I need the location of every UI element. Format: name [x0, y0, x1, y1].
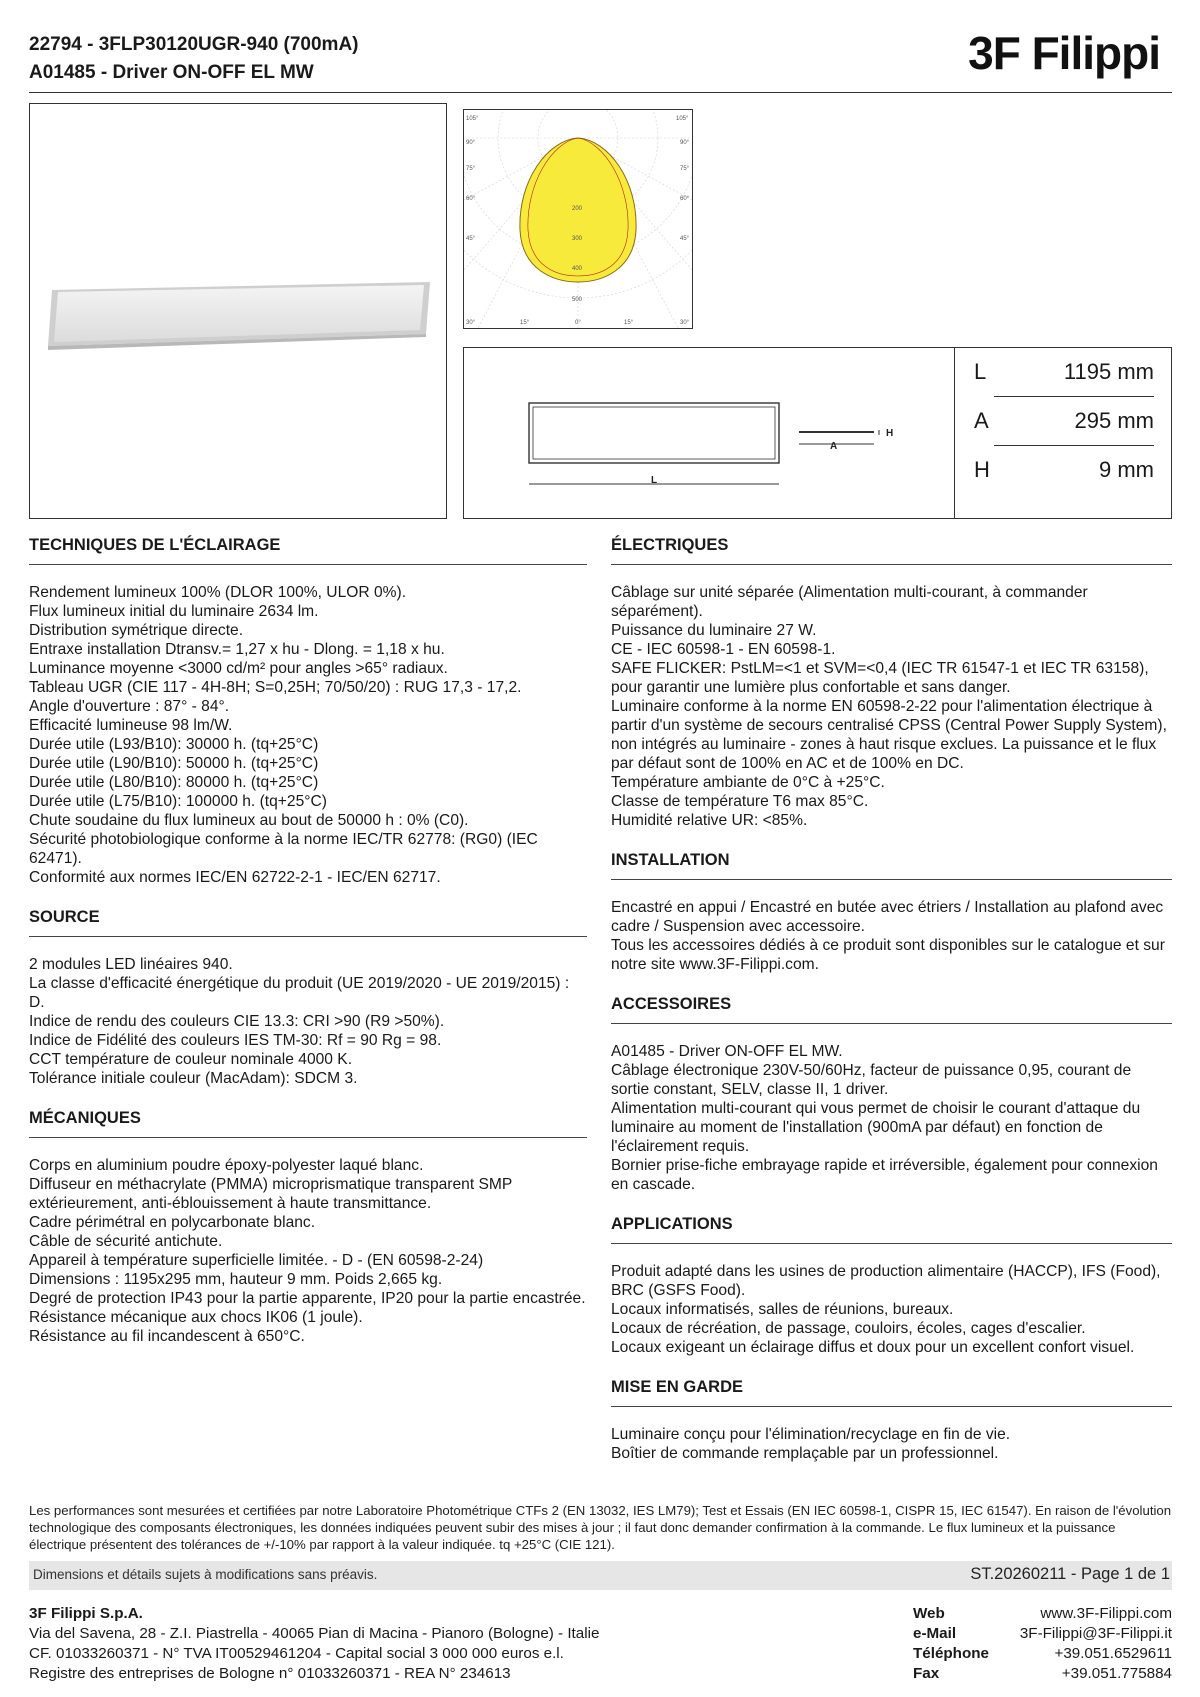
contact-row-web: [913, 1604, 1172, 1624]
spec-line: Durée utile (L75/B10): 100000 h. (tq+25°C): [29, 793, 327, 810]
spec-line: Résistance mécanique aux chocs IK06 (1 joule).: [29, 1309, 363, 1326]
spec-line: La classe d'efficacité énergétique du produit (UE 2019/2020 - UE 2019/2015) : D.: [29, 975, 570, 1011]
dim-label-h: H: [886, 428, 894, 439]
company-name: 3F Filippi S.p.A.: [29, 1605, 143, 1622]
angle-label-right: 45°: [680, 236, 690, 242]
section-rule: [611, 1023, 1172, 1024]
angle-label-right: 75°: [680, 166, 690, 172]
spec-line: Câble de sécurité antichute.: [29, 1233, 223, 1250]
spec-line: Distribution symétrique directe.: [29, 622, 244, 639]
spec-line: Tableau UGR (CIE 117 - 4H-8H; S=0,25H; 70/50/20) : RUG 17,3 - 17,2.: [29, 679, 522, 696]
spec-line: SAFE FLICKER: PstLM=<1 et SVM=<0,4 (IEC TR 61547-1 et IEC TR 63158), pour garantir une lumière plus confortable et sans danger.: [611, 660, 1149, 696]
spec-line: Bornier prise-fiche embrayage rapide et irréversible, également pour connexion en cascade.: [611, 1157, 1158, 1193]
footer-bar: [29, 1561, 1172, 1590]
dimension-row: [974, 348, 1154, 396]
polar-curve-svg: [464, 110, 692, 328]
spec-line: Produit adapté dans les usines de production alimentaire (HACCP), IFS (Food), BRC (GSFS Food).: [611, 1263, 1161, 1299]
angle-label-left: 30°: [466, 320, 476, 326]
spec-line: Résistance au fil incandescent à 650°C.: [29, 1328, 305, 1345]
section-rule: [611, 564, 1172, 565]
footer-performance-note: Les performances sont mesurées et certifiées par notre Laboratoire Photométrique CTFs 2 (EN 13032, IES LM79); Test et Essais (EN IEC 60598-1, CISPR 15, IEC 61547). En raison de l'évolution technologique des composants électroniques, les données indiquées peuvent subir des mises à jour ; il faut donc demander confirmation à la commande. Le flux lumineux et la puissance électrique présentent des tolérances de +/-10% par rapport à la valeur indiquée. tq +25°C (CIE 121).: [29, 1503, 1172, 1552]
section-mechanical: [29, 1108, 587, 1346]
spec-line: Entraxe installation Dtransv.= 1,27 x hu - Dlong. = 1,18 x hu.: [29, 641, 445, 658]
angle-label-left: 15°: [520, 320, 530, 326]
company-address-line: Via del Savena, 28 - Z.I. Piastrella - 40065 Pian di Macina - Pianoro (Bologne) - Italie: [29, 1625, 600, 1642]
section-applications: [611, 1214, 1172, 1357]
company-info: [29, 1604, 729, 1684]
angle-label-left: 45°: [466, 236, 476, 242]
section-title: SOURCE: [29, 908, 100, 926]
spec-line: Conformité aux normes IEC/EN 62722-2-1 - IEC/EN 62717.: [29, 869, 441, 886]
spec-line: Durée utile (L93/B10): 30000 h. (tq+25°C): [29, 736, 319, 753]
section-rule: [611, 1406, 1172, 1407]
section-accessories: [611, 994, 1172, 1194]
spec-line: Humidité relative UR: <85%.: [611, 812, 808, 829]
spec-line: A01485 - Driver ON-OFF EL MW.: [611, 1043, 843, 1060]
contact-row-email: [913, 1624, 1172, 1644]
section-body: [29, 1156, 587, 1346]
radial-label: 300: [572, 236, 583, 242]
left-column: [29, 535, 587, 1366]
contact-row-phone: [913, 1644, 1172, 1664]
spec-line: Indice de Fidélité des couleurs IES TM-30: Rf = 90 Rg = 98.: [29, 1032, 442, 1049]
dimension-table: [974, 348, 1154, 494]
section-warning: [611, 1377, 1172, 1463]
spec-line: Locaux de récréation, de passage, couloirs, écoles, cages d'escalier.: [611, 1320, 1086, 1337]
section-title: APPLICATIONS: [611, 1215, 733, 1233]
spec-line: Flux lumineux initial du luminaire 2634 lm.: [29, 603, 319, 620]
dimension-panel-divider: [954, 348, 955, 518]
spec-line: Luminaire conforme à la norme EN 60598-2-22 pour l'alimentation électrique à partir d'un système de secours centralisé CPSS (Central Power Supply System), non intégrés au luminaire - zones à haut risque exclues. La puissance et le flux par défaut sont de 100% en AC et de 100% en DC.: [611, 698, 1167, 772]
spec-line: Boîtier de commande remplaçable par un professionnel.: [611, 1445, 999, 1462]
section-body: [611, 898, 1172, 974]
section-title: MÉCANIQUES: [29, 1109, 141, 1127]
spec-line: Appareil à température superficielle limitée. - D - (EN 60598-2-24): [29, 1252, 484, 1269]
header-divider: [29, 92, 1172, 93]
section-source: [29, 907, 587, 1088]
section-rule: [611, 879, 1172, 880]
spec-line: Température ambiante de 0°C à +25°C.: [611, 774, 885, 791]
dimension-panel: [463, 347, 1172, 519]
spec-line: Rendement lumineux 100% (DLOR 100%, ULOR 0%).: [29, 584, 407, 601]
dimension-key: A: [974, 408, 989, 433]
spec-line: Sécurité photobiologique conforme à la norme IEC/TR 62778: (RG0) (IEC 62471).: [29, 831, 538, 867]
section-body: [29, 955, 587, 1088]
angle-label-right: 30°: [680, 320, 690, 326]
angle-label-left: 75°: [466, 166, 476, 172]
angle-label-right: 105°: [676, 116, 689, 122]
section-title: TECHNIQUES DE L'ÉCLAIRAGE: [29, 536, 281, 554]
spec-line: Chute soudaine du flux lumineux au bout de 50000 h : 0% (C0).: [29, 812, 469, 829]
section-body: [29, 583, 587, 887]
web-link[interactable]: www.3F-Filippi.com: [1040, 1605, 1172, 1622]
fax-value: +39.051.775884: [1061, 1665, 1172, 1682]
dim-label-a: A: [830, 441, 838, 452]
spec-line: Angle d'ouverture : 87° - 84°.: [29, 698, 230, 715]
contact-label: e-Mail: [913, 1625, 957, 1642]
spec-line: Câblage électronique 230V-50/60Hz, facteur de puissance 0,95, courant de sortie constant, SELV, classe II, 1 driver.: [611, 1062, 1132, 1098]
spec-line: Corps en aluminium poudre époxy-polyester laqué blanc.: [29, 1157, 424, 1174]
right-column: [611, 535, 1172, 1483]
spec-line: Cadre périmétral en polycarbonate blanc.: [29, 1214, 316, 1231]
dimension-value: 1195 mm: [1063, 359, 1154, 384]
spec-line: Puissance du luminaire 27 W.: [611, 622, 817, 639]
spec-line: Indice de rendu des couleurs CIE 13.3: CRI >90 (R9 >50%).: [29, 1013, 445, 1030]
spec-line: Luminance moyenne <3000 cd/m² pour angles >65° radiaux.: [29, 660, 448, 677]
contact-row-fax: [913, 1664, 1172, 1684]
radial-label: 400: [572, 266, 583, 272]
section-body: [611, 1425, 1172, 1463]
spec-line: Efficacité lumineuse 98 lm/W.: [29, 717, 233, 734]
radial-label: 500: [572, 297, 583, 303]
phone-value: +39.051.6529611: [1054, 1645, 1172, 1662]
photometric-polar-diagram: [463, 109, 693, 329]
contact-label: Fax: [913, 1665, 940, 1682]
section-title: INSTALLATION: [611, 851, 730, 869]
dimension-value: 9 mm: [1099, 457, 1154, 482]
email-link[interactable]: 3F-Filippi@3F-Filippi.it: [1019, 1625, 1172, 1642]
angle-label-bottom: 0°: [575, 320, 581, 326]
dimension-key: L: [974, 359, 987, 384]
section-electrical: [611, 535, 1172, 830]
angle-label-left: 105°: [466, 116, 479, 122]
section-title: MISE EN GARDE: [611, 1378, 744, 1396]
contact-info: [913, 1604, 1172, 1684]
company-address-line: CF. 01033260371 - N° TVA IT00529461204 - Capital social 3 000 000 euros e.l.: [29, 1645, 564, 1662]
section-lighting: [29, 535, 587, 887]
radial-label: 200: [572, 206, 583, 212]
spec-line: Tous les accessoires dédiés à ce produit sont disponibles sur le catalogue et sur notre site www.3F-Filippi.com.: [611, 937, 1165, 973]
angle-label-left: 90°: [466, 140, 476, 146]
spec-line: Luminaire conçu pour l'élimination/recyclage en fin de vie.: [611, 1426, 1011, 1443]
section-rule: [29, 564, 587, 565]
spec-line: 2 modules LED linéaires 940.: [29, 956, 233, 973]
dimension-value: 295 mm: [1074, 408, 1154, 433]
brand-logo: 3F Filippi: [968, 27, 1160, 79]
section-installation: [611, 850, 1172, 974]
spec-line: Diffuseur en méthacrylate (PMMA) microprismatique transparent SMP extérieurement, anti-éblouissement à haute transmittance.: [29, 1176, 513, 1212]
spec-line: Classe de température T6 max 85°C.: [611, 793, 869, 810]
contact-label: Web: [913, 1605, 945, 1622]
section-body: [611, 583, 1172, 830]
dimension-row: [974, 446, 1154, 494]
product-code-title: 22794 - 3FLP30120UGR-940 (700mA): [29, 34, 359, 55]
spec-line: Durée utile (L90/B10): 50000 h. (tq+25°C): [29, 755, 319, 772]
spec-line: Dimensions : 1195x295 mm, hauteur 9 mm. Poids 2,665 kg.: [29, 1271, 443, 1288]
dimension-row: [974, 397, 1154, 445]
spec-line: Câblage sur unité séparée (Alimentation multi-courant, à commander séparément).: [611, 584, 1088, 620]
driver-title: A01485 - Driver ON-OFF EL MW: [29, 62, 314, 83]
spec-line: Degré de protection IP43 pour la partie apparente, IP20 pour la partie encastrée.: [29, 1290, 586, 1307]
section-rule: [29, 1137, 587, 1138]
section-title: ACCESSOIRES: [611, 995, 732, 1013]
spec-line: Locaux informatisés, salles de réunions, bureaux.: [611, 1301, 954, 1318]
spec-line: Tolérance initiale couleur (MacAdam): SDCM 3.: [29, 1070, 358, 1087]
spec-line: Encastré en appui / Encastré en butée avec étriers / Installation au plafond avec cadre / Suspension avec accessoire.: [611, 899, 1164, 935]
angle-label-right: 90°: [680, 140, 690, 146]
section-rule: [29, 936, 587, 937]
section-body: [611, 1262, 1172, 1357]
company-address-line: Registre des entreprises de Bologne n° 01033260371 - REA N° 234613: [29, 1665, 511, 1682]
spec-line: Locaux exigeant un éclairage diffus et doux pour un excellent confort visuel.: [611, 1339, 1135, 1356]
section-body: [611, 1042, 1172, 1194]
spec-line: CCT température de couleur nominale 4000 K.: [29, 1051, 353, 1068]
contact-label: Téléphone: [913, 1645, 989, 1662]
dimension-key: H: [974, 457, 990, 482]
dim-label-l: L: [651, 475, 658, 486]
spec-line: Alimentation multi-courant qui vous permet de choisir le courant d'attaque du luminaire au moment de l'installation (900mA par défaut) en fonction de l'éclairement requis.: [611, 1100, 1141, 1155]
spec-line: CE - IEC 60598-1 - EN 60598-1.: [611, 641, 836, 658]
section-rule: [611, 1243, 1172, 1244]
angle-label-left: 60°: [466, 196, 476, 202]
angle-label-right: 60°: [680, 196, 690, 202]
dimension-drawing: [464, 348, 954, 518]
led-panel-image: [30, 104, 446, 518]
angle-label-right: 15°: [624, 320, 634, 326]
footer-page-ref: ST.20260211 - Page 1 de 1: [970, 1565, 1170, 1583]
product-photo: [29, 103, 447, 519]
footer-disclaimer: Dimensions et détails sujets à modifications sans préavis.: [33, 1567, 378, 1582]
spec-line: Durée utile (L80/B10): 80000 h. (tq+25°C): [29, 774, 319, 791]
section-title: ÉLECTRIQUES: [611, 536, 729, 554]
